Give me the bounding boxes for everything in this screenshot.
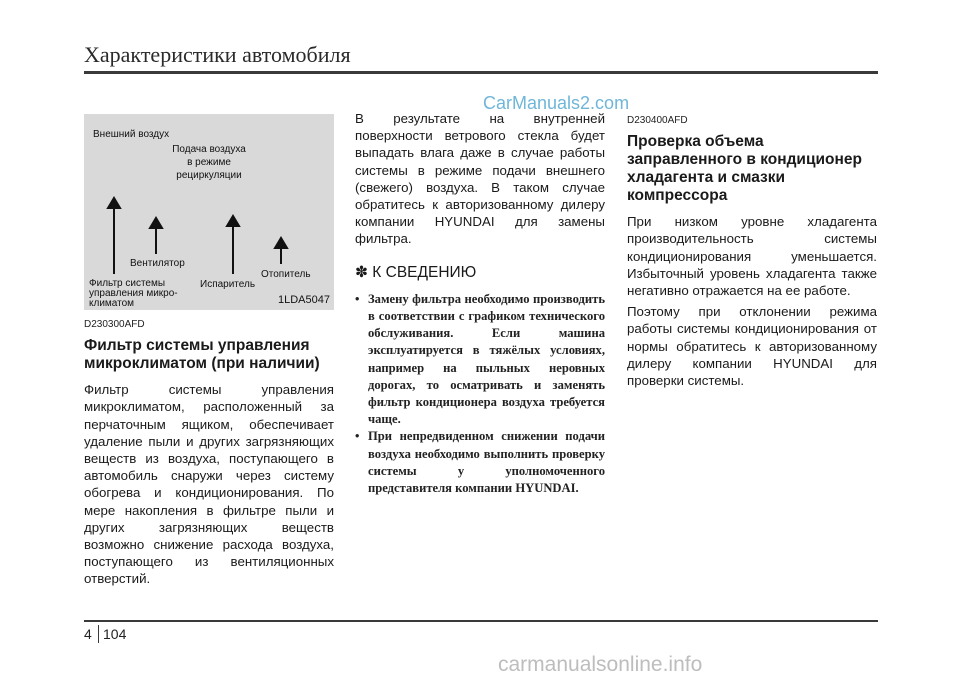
note-list — [355, 291, 605, 497]
section-title-line2: заправленного в кондиционер — [627, 151, 862, 169]
section-title-line2: микроклиматом (при наличии) — [84, 355, 320, 373]
column-2 — [355, 110, 605, 497]
airflow-diagram — [84, 114, 334, 310]
dealer-paragraph: Поэтому при отклонении режима работы системы кондиционирования от нормы обратитесь к авторизованному дилеру компании HYUNDAI для проверки системы. — [627, 304, 877, 389]
section-code: D230400AFD — [627, 115, 688, 126]
label-heater: Отопитель — [261, 269, 311, 280]
section-title — [84, 337, 334, 373]
note-item — [355, 428, 605, 497]
bullet-icon: • — [355, 291, 360, 306]
page-header-title: Характеристики автомобиля — [84, 42, 351, 67]
note-title: ✽ К СВЕДЕНИЮ — [355, 263, 477, 281]
filter-arrowhead — [108, 198, 120, 208]
heater-arrowhead — [275, 238, 287, 248]
watermark-bottom[interactable]: carmanualsonline.info — [498, 653, 703, 676]
column-1 — [84, 316, 334, 588]
page-number: 104 — [103, 626, 127, 642]
label-evaporator: Испаритель — [200, 279, 256, 290]
figure-code: 1LDA5047 — [278, 294, 330, 306]
label-fan: Вентилятор — [130, 258, 185, 269]
chapter-number: 4 — [84, 626, 92, 642]
column-3 — [627, 112, 877, 389]
moisture-paragraph: В результате на внутренней поверхности ветрового стекла будет выпадать влага даже в случае работы системы в режиме подачи внешнего (свежего) воздуха. В таком случае обратитесь к авторизованному дилеру компании HYUNDAI для замены фильтра. — [355, 111, 605, 247]
filter-paragraph: Фильтр системы управления микроклиматом, расположенный за перчаточным ящиком, обеспечивает удаление пыли и других загрязняющих веществ из воздуха, поступающего в автомобиль снаружи через систему обогрева и кондиционирования. По мере накопления в фильтре пыли и других загрязняющих веществ возможно снижение расхода воздуха, поступающего из вентиляционных отверстий. — [84, 382, 334, 587]
label-outside-air: Внешний воздух — [93, 129, 170, 140]
label-filter-2: управления микро- — [89, 288, 178, 299]
label-recirc-1: Подача воздуха — [172, 144, 246, 155]
refrigerant-paragraph: При низком уровне хладагента производительность системы кондиционирования уменьшается. Избыточный уровень хладагента также негативно отражается на ее работе. — [627, 214, 877, 299]
section-title-line1: Проверка объема — [627, 133, 764, 151]
label-recirc-3: рециркуляции — [176, 170, 242, 181]
section-code: D230300AFD — [84, 319, 145, 330]
label-filter-1: Фильтр системы — [89, 278, 166, 289]
section-title-line4: компрессора — [627, 187, 728, 205]
footer-separator — [98, 625, 99, 643]
section-title-line3: хладагента и смазки — [627, 169, 786, 187]
note-text: Замену фильтра необходимо производить в соответствии с графиком технического обслуживания. Если машина эксплуатируется в тяжёлых условиях, например на пыльных неровных дорогах, то осматривать и заменять фильтр кондиционера воздуха требуется чаще. — [368, 291, 605, 427]
section-title-line1: Фильтр системы управления — [84, 337, 310, 355]
label-filter-3: климатом — [89, 298, 135, 309]
label-recirc-2: в режиме — [187, 157, 231, 168]
evaporator-arrowhead — [227, 216, 239, 226]
watermark-top[interactable]: CarManuals2.com — [483, 93, 630, 113]
header-rule — [84, 71, 878, 74]
footer-rule — [84, 620, 878, 622]
fan-arrowhead — [150, 218, 162, 228]
note-text: При непредвиденном снижении подачи воздуха необходимо выполнить проверку системы у уполномоченного представителя компании HYUNDAI. — [368, 429, 605, 496]
section-title — [627, 133, 877, 205]
bullet-icon: • — [355, 429, 360, 444]
note-item — [355, 291, 605, 429]
